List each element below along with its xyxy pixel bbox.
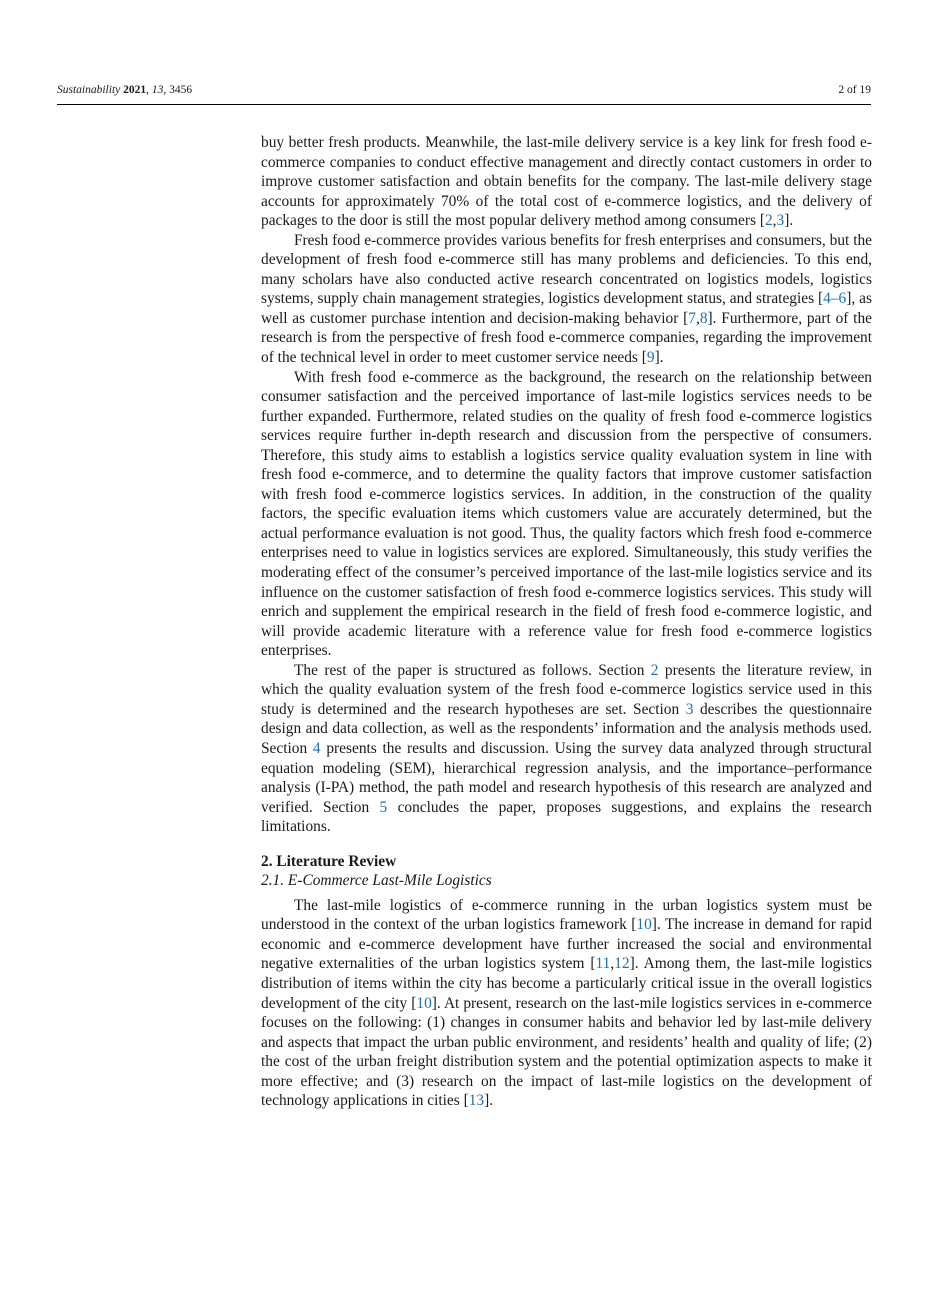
paragraph-2: Fresh food e-commerce provides various benefits for fresh enterprises and consumers, but the development of fresh food e-commerce still has many problems and deficiencies. To this end, many scholars have also conducted active research concentrated on logistics models, logistics systems, supply chain management strategies, logistics development status, and strategies [4–6], as well as customer purchase intention and decision-making behavior [7,8]. Furthermore, part of the research is from the perspective of fresh food e-commerce companies, regarding the improvement of the technical level in order to meet customer service needs [9]. <box>261 231 872 367</box>
page-number: 2 of 19 <box>838 84 871 96</box>
paragraph-4: The rest of the paper is structured as follows. Section 2 presents the literature review, in which the quality evaluation system of the fresh food e-commerce logistics service used in this study is determined and the research hypotheses are set. Section 3 describes the questionnaire design and data collection, as well as the respondents’ information and the analysis methods used. Section 4 presents the results and discussion. Using the survey data analyzed through structural equation modeling (SEM), hierarchical regression analysis, and the importance–performance analysis (I-PA) method, the path model and research hypothesis of this research are analyzed and verified. Section 5 concludes the paper, proposes suggestions, and explains the research limitations. <box>261 661 872 836</box>
section-link[interactable]: 4 <box>312 739 321 757</box>
paragraph-3: With fresh food e-commerce as the background, the research on the relationship between consumer satisfaction and the perceived importance of last-mile logistics services needs to be further expanded. Furthermore, related studies on the quality of fresh food e-commerce logistics services require further in-depth research and discussion from the perspective of consumers. Therefore, this study aims to establish a logistics service quality evaluation system in line with fresh food e-commerce, and to determine the quality factors that improve customer satisfaction with fresh food e-commerce logistics services. In addition, in the construction of the quality factors, the specific evaluation items which customers value are accurately determined, but the actual performance evaluation is not good. Thus, the quality factors which fresh food e-commerce enterprises need to value in logistics services are explored. Simultaneously, this study verifies the moderating effect of the consumer’s perceived importance of the last-mile logistics service and its influence on the customer satisfaction of fresh food e-commerce logistics services. This study will enrich and supplement the empirical research in the field of fresh food e-commerce logistic, and will provide academic literature with a reference value for fresh food e-commerce logistics enterprises. <box>261 368 872 660</box>
article-number: 3456 <box>169 84 193 96</box>
journal-volume: 13 <box>151 84 164 96</box>
citation-link[interactable]: 8 <box>699 309 708 327</box>
citation-link[interactable]: 3 <box>776 212 785 230</box>
citation-link[interactable]: 2 <box>764 212 773 230</box>
citation-link[interactable]: 10 <box>636 916 652 934</box>
section-link[interactable]: 3 <box>685 700 694 718</box>
subsection-heading: 2.1. E-Commerce Last-Mile Logistics <box>261 872 492 890</box>
citation-link[interactable]: 11 <box>595 955 611 973</box>
citation-link[interactable]: 9 <box>646 349 655 367</box>
section-heading: 2. Literature Review <box>261 852 397 870</box>
section-link[interactable]: 5 <box>379 798 388 816</box>
running-header <box>57 82 871 98</box>
section-link[interactable]: 2 <box>650 661 659 679</box>
citation-link[interactable]: 12 <box>614 955 630 973</box>
journal-name: Sustainability <box>57 84 121 96</box>
paragraph-1: buy better fresh products. Meanwhile, the last-mile delivery service is a key link for fresh food e-commerce companies to conduct effective management and directly contact customers in order to improve customer satisfaction and obtain benefits for the company. The last-mile delivery stage accounts for approximately 70% of the total cost of e-commerce logistics, and the delivery of packages to the door is still the most popular delivery method among consumers [2,3]. <box>261 134 872 230</box>
article-body <box>261 133 872 1111</box>
citation-link[interactable]: 7 <box>688 309 696 327</box>
paragraph-5: The last-mile logistics of e-commerce running in the urban logistics system must be understood in the context of the urban logistics framework [10]. The increase in demand for rapid economic and e-commerce development have further increased the social and environmental negative externalities of the urban logistics system [11,12]. Among them, the last-mile logistics distribution of items within the city has become a particularly critical issue in the overall logistics development of the city [10]. At present, research on the last-mile logistics services in e-commerce focuses on the following: (1) changes in consumer habits and behavior led by last-mile delivery and aspects that impact the urban public environment, and residents’ health and quality of life; (2) the cost of the urban freight distribution system and the potential optimization aspects to make it more effective; and (3) research on the impact of last-mile logistics on the development of technology applications in cities [13]. <box>261 896 872 1110</box>
journal-year: 2021 <box>123 84 147 96</box>
citation-link[interactable]: 13 <box>468 1092 485 1110</box>
citation-link[interactable]: 10 <box>416 994 432 1012</box>
citation-link[interactable]: 4–6 <box>823 290 847 308</box>
header-rule <box>57 104 871 105</box>
journal-citation: Sustainability 2021, 13, 3456 <box>57 84 193 96</box>
